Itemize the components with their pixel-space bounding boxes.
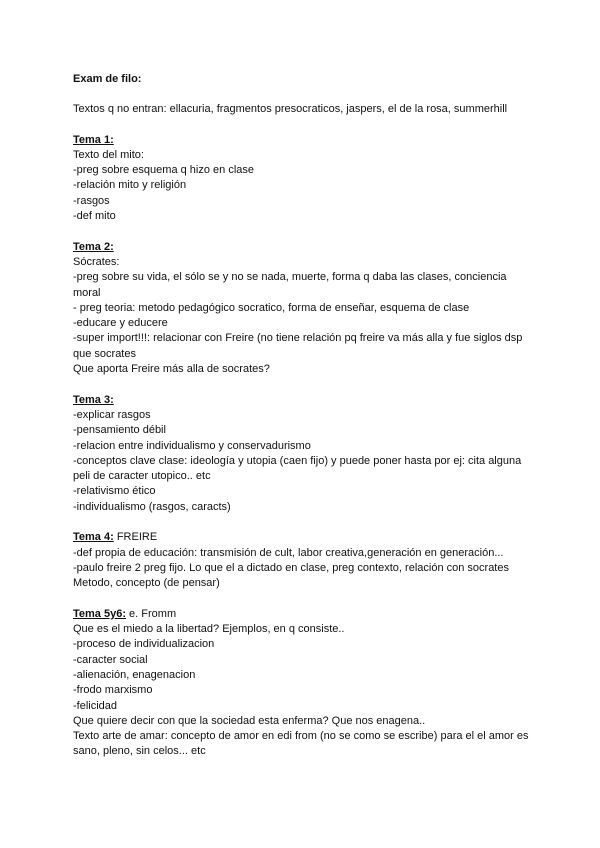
section-tema-3: [73, 393, 533, 515]
section-heading: [73, 240, 533, 255]
text-line: -caracter social: [73, 653, 148, 666]
section-heading-label: Tema 1:: [73, 133, 114, 146]
section-heading-suffix: FREIRE: [113, 531, 158, 544]
text-line: -frodo marxismo: [73, 684, 153, 697]
section-tema-2: [73, 240, 533, 378]
text-line: -super import!!!: relacionar con Freire (no tiene relación pq freire va más alla y fue siglos dsp que socrates: [73, 332, 523, 360]
text-line: -paulo freire 2 preg fijo. Lo que el a dictado en clase, preg contexto, relación con socrates Metodo, concepto (de pensar): [73, 561, 509, 590]
section-tema-1: [73, 133, 533, 225]
text-line: -rasgos: [73, 194, 110, 207]
section-heading: [73, 393, 533, 408]
section-heading-label: Tema 3:: [73, 393, 114, 406]
text-line: Que es el miedo a la libertad? Ejemplos, en q consiste..: [73, 623, 345, 636]
document-title: Exam de filo:: [73, 73, 142, 85]
text-line: Que quiere decir con que la sociedad esta enferma? Que nos enagena..: [73, 714, 426, 727]
text-line: -pensamiento débil: [73, 424, 166, 437]
text-line: -relacion entre individualismo y conservadurismo: [73, 439, 311, 452]
text-line: -explicar rasgos: [73, 408, 151, 421]
document-page: [73, 72, 533, 775]
text-line: Sócrates:: [73, 255, 120, 268]
text-line: Texto del mito:: [73, 148, 144, 161]
section-tema-4: [73, 530, 533, 591]
text-line: Texto arte de amar: concepto de amor en edi from (no se como se escribe) para el el amor es sano, pleno, sin celos... etc: [73, 730, 529, 758]
text-line: -relación mito y religión: [73, 179, 187, 192]
intro-text: Textos q no entran: ellacuria, fragmentos presocraticos, jaspers, el de la rosa, summerhill: [73, 103, 508, 116]
text-line: -preg sobre su vida, el sólo se y no se nada, muerte, forma q daba las clases, conciencia moral: [73, 271, 507, 299]
section-heading: [73, 133, 533, 148]
text-line: -educare y educere: [73, 317, 168, 330]
text-line: -individualismo (rasgos, caracts): [73, 500, 231, 513]
text-line: -felicidad: [73, 699, 118, 712]
text-line: - preg teoria: metodo pedagógico socratico, forma de enseñar, esquema de clase: [73, 301, 470, 314]
section-heading-label: Tema 4:: [73, 531, 114, 544]
text-line: -def propia de educación: transmisión de cult, labor creativa,generación en generación...: [73, 546, 504, 559]
section-heading-suffix: e. Fromm: [126, 607, 177, 620]
section-heading: [73, 530, 533, 545]
text-line: -def mito: [73, 210, 116, 223]
sections-container: [73, 133, 533, 760]
section-tema-5: [73, 607, 533, 760]
text-line: -alienación, enagenacion: [73, 668, 196, 681]
section-heading-label: Tema 5y6:: [73, 607, 126, 620]
text-line: -proceso de individualizacion: [73, 638, 215, 651]
text-line: -conceptos clave clase: ideología y utopia (caen fijo) y puede poner hasta por ej: cita alguna peli de caracter utopico.. etc: [73, 454, 522, 483]
text-line: -relativismo ético: [73, 485, 156, 498]
text-line: -preg sobre esquema q hizo en clase: [73, 164, 254, 177]
section-heading-label: Tema 2:: [73, 240, 114, 253]
text-line: Que aporta Freire más alla de socrates?: [73, 363, 270, 376]
section-heading: [73, 607, 533, 622]
